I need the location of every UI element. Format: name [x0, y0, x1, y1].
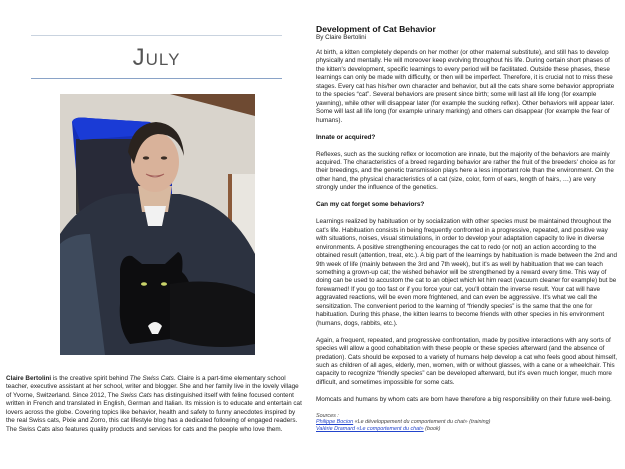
- header-rule-top: [31, 35, 282, 36]
- author-bio: [6, 375, 304, 434]
- article-byline: By Claire Bertolini: [316, 34, 367, 41]
- source-item: [316, 426, 618, 433]
- source-item: [316, 419, 618, 426]
- author-with-cat-image: [60, 94, 255, 355]
- article: [316, 24, 618, 433]
- source-type: (training): [467, 419, 491, 426]
- bio-brand: Swiss Cats: [120, 391, 152, 399]
- bio-text: The: [107, 391, 121, 399]
- article-paragraph: Again, a frequent, repeated, and progressive confrontation, made by positive interactions with any sorts of species will allow a good cohabitation with these people or these species afterward (and the absence of predation). Cats should be exposed to a variety of humans help develop a cat who feels good about himself, such as children of all ages, elderly, men, women, with or without glasses, with a cane or a wheelchair. This capacity to recognize “friendly species” can be developed afterward, but it's even much longer, much more difficult, and sometimes impossible for some cats.: [316, 336, 618, 386]
- section-heading: Can my cat forget some behaviors?: [316, 201, 425, 209]
- article-paragraph: At birth, a kitten completely depends on her mother (or other maternal substitute), and still has to develop physically and mentally. He will moreover keep evolving throughout his life. During certain short phases of the kitten's development, specific learnings to every period will be facilitated. Outside these phases, these learnings can only be made with difficulty, or then will be imperfect. Therefore, it is crucial not to miss these stages. Every cat has his/her own character and behavior, but all the cats share some behavior appropriate to the species “cat”. Several behaviors are present since birth; some will last all life long (for example yawning), while other will disappear later (for example the sucking reflex). Other behaviors will appear later. Some will last all life long (for example urinary marking) and others can disappear (for example the fear of humans).: [316, 49, 615, 124]
- article-paragraph: Reflexes, such as the sucking reflex or locomotion are innate, but the majority of the behaviors are mainly acquired. The characteristics of a breed regarding behavior are rather the fruit of the breeders' choice as for their breedings, and the genetic transmission plays here a less important role than the environment. On the other hand, the physical characteristics of a cat (size, color, form of ears, length of hairs, …) are very strongly under the influence of the genetics.: [316, 150, 616, 192]
- source-title: «Le développement du comportement du chat»: [353, 419, 468, 426]
- left-page: [0, 0, 310, 469]
- sources-label: Sources :: [316, 412, 339, 419]
- bio-text: is the creative spirit behind: [51, 375, 130, 382]
- bio-author-name: Claire Bertolini: [6, 375, 52, 382]
- article-paragraph: Momcats and humans by whom cats are born have therefore a big responsibility on their future well-being.: [316, 395, 612, 403]
- article-paragraph: Learnings realized by habituation or by socialization with other species must be maintained throughout the cat's life. Habituation consists in being frequently confronted in a progressive, repeated, and positive way with situations, noises, visual stimulations, in order to develop your adaptation capacity to live in diverse environments. A positive strengthening encourages the cat to redo (or not) an action according to the obtained result (attention, treat, etc.). A big part of the learnings by habituation is made between the 2nd and 9th week of life (mainly between the 3rd and 7th week), but it's as well by habituation that we can teach something a grown-up cat; the wished behavior will be strengthened by a reward every time. This way of doing can be used to accustom the cat to an object which let him react (vacuum cleaner for example) but be forewarned! If you go too fast or if you force your cat, you'll obtain the inverse result. Your cat will have aggravated reactions, will be even more frightened, and can even be aggressive. It's what we call the sensitization. The convenient period to the learning of “friendly species” is the same that the one for habituation. During this phase, the kitten learns to become friends with other species in his environment (humans, dogs, rabbits, etc.).: [316, 218, 618, 327]
- section-heading: Innate or acquired?: [316, 133, 376, 141]
- article-title: Development of Cat Behavior: [316, 24, 436, 34]
- bio-text: has distinguished itself with feline focused content written in French and translated in English, German and Italian. Its mission is to educate and entertain cat lovers across the globe. Covering topics like behavior, health and safety to funny anecdotes inspired by the real Swiss cats, Pixie and Zorro, this cat lifestyle blog has a dedicated following of engaged readers. The Swiss Cats also features quality products and services for cats and the people who love them.: [6, 391, 302, 433]
- bio-brand: The Swiss Cats: [129, 375, 174, 382]
- right-page: [310, 0, 625, 469]
- source-link[interactable]: Valérie Dramard «Le comportement du chat»: [316, 426, 424, 432]
- source-link[interactable]: Philippe Bocion: [316, 419, 354, 426]
- sources: [316, 413, 618, 433]
- author-photo: [60, 94, 255, 355]
- source-type: (book): [423, 426, 441, 432]
- month-title: July: [132, 44, 181, 71]
- header-rule-bottom: [31, 78, 282, 79]
- bio-text: . Claire is a part-time elementary school teacher, executive assistant at her school, writer and blogger. She and her family live in the lovely village of Yvorne, Switzerland. Since 2012,: [6, 375, 299, 399]
